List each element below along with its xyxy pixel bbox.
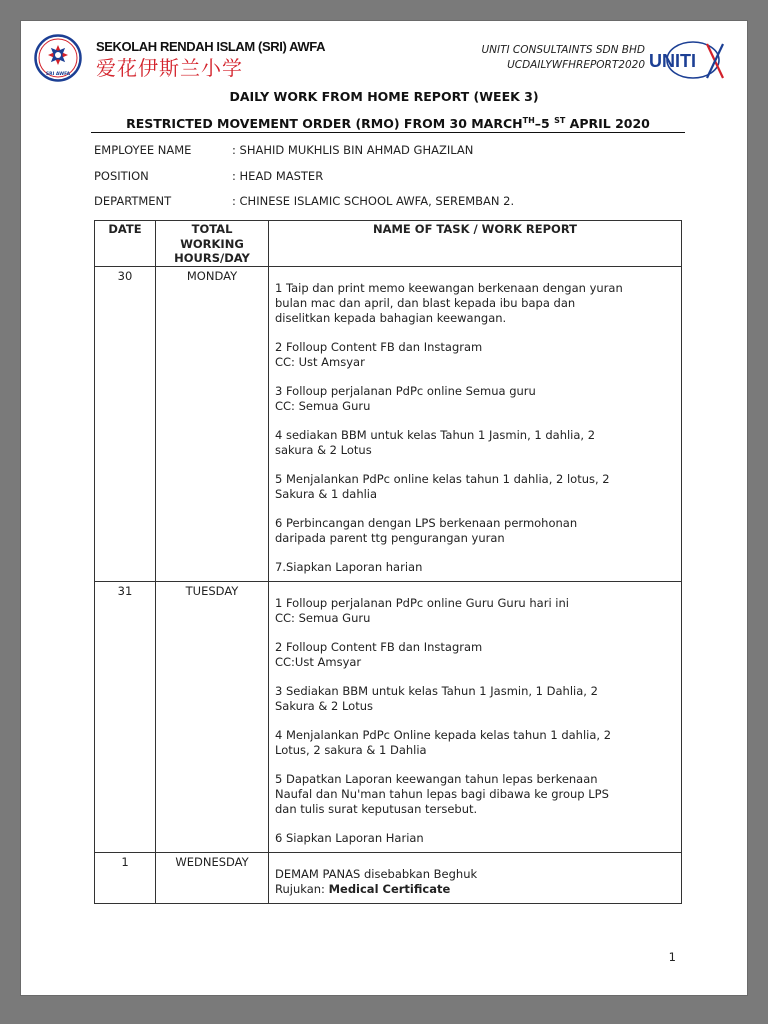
row-tasks — [269, 581, 682, 852]
school-crest-icon — [34, 34, 82, 82]
row-tasks — [269, 266, 682, 581]
task-item — [275, 772, 675, 817]
school-name-cn: 爱花伊斯兰小学 — [96, 56, 243, 80]
col-date-header: DATE — [95, 221, 156, 267]
row-date: 31 — [95, 581, 156, 852]
task-item — [275, 516, 675, 546]
consultant-name: UNITI CONSULTAINTS SDN BHD — [481, 44, 645, 56]
table-row — [95, 852, 682, 903]
reference-line — [275, 882, 675, 897]
employee-name-row — [94, 143, 473, 157]
task-line: CC: Semua Guru — [275, 610, 371, 625]
page-number: 1 — [668, 950, 676, 964]
task-item — [275, 560, 675, 575]
uniti-logo-icon — [647, 36, 733, 84]
task-line: 4 Menjalankan PdPc Online kepada kelas tahun 1 dahlia, 2 — [275, 727, 612, 742]
task-line: 3 Sediakan BBM untuk kelas Tahun 1 Jasmin, 1 Dahlia, 2 — [275, 683, 598, 698]
department-label: DEPARTMENT — [94, 194, 172, 208]
row-day: MONDAY — [156, 266, 269, 581]
task-line: sakura & 2 Lotus — [275, 442, 372, 457]
task-item — [275, 684, 675, 714]
employee-name-label: EMPLOYEE NAME — [94, 143, 192, 157]
task-item — [275, 728, 675, 758]
task-item — [275, 472, 675, 502]
row-tasks — [269, 852, 682, 903]
col-tasks-header: NAME OF TASK / WORK REPORT — [269, 221, 682, 267]
task-line: CC:Ust Amsyar — [275, 654, 362, 669]
table-body — [95, 266, 682, 903]
subtitle-underline — [91, 132, 685, 133]
department-row — [94, 194, 514, 208]
report-subtitle: RESTRICTED MOVEMENT ORDER (RMO) FROM 30 $MARCH^{TH}-5$ $^{ST}$ APRIL 2020 — [126, 116, 650, 132]
task-line: DEMAM PANAS disebabkan Beghuk — [275, 866, 478, 881]
task-line: diselitkan kepada bahagian keewangan. — [275, 310, 507, 325]
task-line: dan tulis surat keputusan tersebut. — [275, 801, 478, 816]
position-value: : HEAD MASTER — [232, 169, 324, 183]
task-item — [275, 831, 675, 846]
task-line: 5 Menjalankan PdPc online kelas tahun 1 dahlia, 2 lotus, 2 — [275, 471, 610, 486]
task-item — [275, 640, 675, 670]
svg-text:SRI AWFA: SRI AWFA — [45, 72, 71, 77]
task-line: Lotus, 2 sakura & 1 Dahlia — [275, 742, 427, 757]
task-line: 1 Folloup perjalanan PdPc online Guru Guru hari ini — [275, 595, 569, 610]
task-line: 1 Taip dan print memo keewangan berkenaan dengan yuran — [275, 280, 623, 295]
row-date: 1 — [95, 852, 156, 903]
task-line: bulan mac dan april, dan blast kepada ibu bapa dan — [275, 295, 576, 310]
table-header-row — [95, 221, 682, 267]
task-item — [275, 384, 675, 414]
task-item — [275, 428, 675, 458]
school-name-en: SEKOLAH RENDAH ISLAM (SRI) AWFA — [96, 39, 326, 54]
task-line: CC: Semua Guru — [275, 398, 371, 413]
employee-name-value: : SHAHID MUKHLIS BIN AHMAD GHAZILAN — [232, 143, 474, 157]
task-line: Sakura & 2 Lotus — [275, 698, 373, 713]
document-page — [20, 20, 748, 996]
task-line: Sakura & 1 dahlia — [275, 486, 378, 501]
task-item — [275, 281, 675, 326]
row-day: WEDNESDAY — [156, 852, 269, 903]
task-line: Naufal dan Nu'man tahun lepas bagi dibawa ke group LPS — [275, 786, 609, 801]
task-item — [275, 596, 675, 626]
position-row — [94, 169, 323, 183]
row-day: TUESDAY — [156, 581, 269, 852]
table-row — [95, 581, 682, 852]
reference-label: Rujukan: — [275, 881, 329, 896]
report-code: UCDAILYWFHREPORT2020 — [507, 59, 645, 71]
col-hours-header: TOTAL WORKING HOURS/DAY — [156, 221, 269, 267]
task-line: 5 Dapatkan Laporan keewangan tahun lepas berkenaan — [275, 771, 598, 786]
table-row — [95, 266, 682, 581]
consultant-block — [481, 43, 645, 73]
task-line: 6 Perbincangan dengan LPS berkenaan permohonan — [275, 515, 578, 530]
department-value: : CHINESE ISLAMIC SCHOOL AWFA, SEREMBAN 2. — [232, 194, 515, 208]
task-line: 3 Folloup perjalanan PdPc online Semua guru — [275, 383, 536, 398]
work-report-table — [94, 220, 682, 904]
task-line: 2 Folloup Content FB dan Instagram — [275, 339, 483, 354]
task-line: 4 sediakan BBM untuk kelas Tahun 1 Jasmin, 1 dahlia, 2 — [275, 427, 596, 442]
row-date: 30 — [95, 266, 156, 581]
task-line: 6 Siapkan Laporan Harian — [275, 830, 424, 845]
task-line: CC: Ust Amsyar — [275, 354, 365, 369]
task-item — [275, 340, 675, 370]
reference-value: Medical Certificate — [328, 881, 451, 896]
svg-text:UNITI: UNITI — [649, 51, 696, 71]
report-title: DAILY WORK FROM HOME REPORT (WEEK 3) — [229, 89, 539, 104]
task-item — [275, 867, 675, 897]
position-label: POSITION — [94, 169, 149, 183]
task-line: daripada parent ttg pengurangan yuran — [275, 530, 505, 545]
task-line: 2 Folloup Content FB dan Instagram — [275, 639, 483, 654]
task-line: 7.Siapkan Laporan harian — [275, 559, 423, 574]
